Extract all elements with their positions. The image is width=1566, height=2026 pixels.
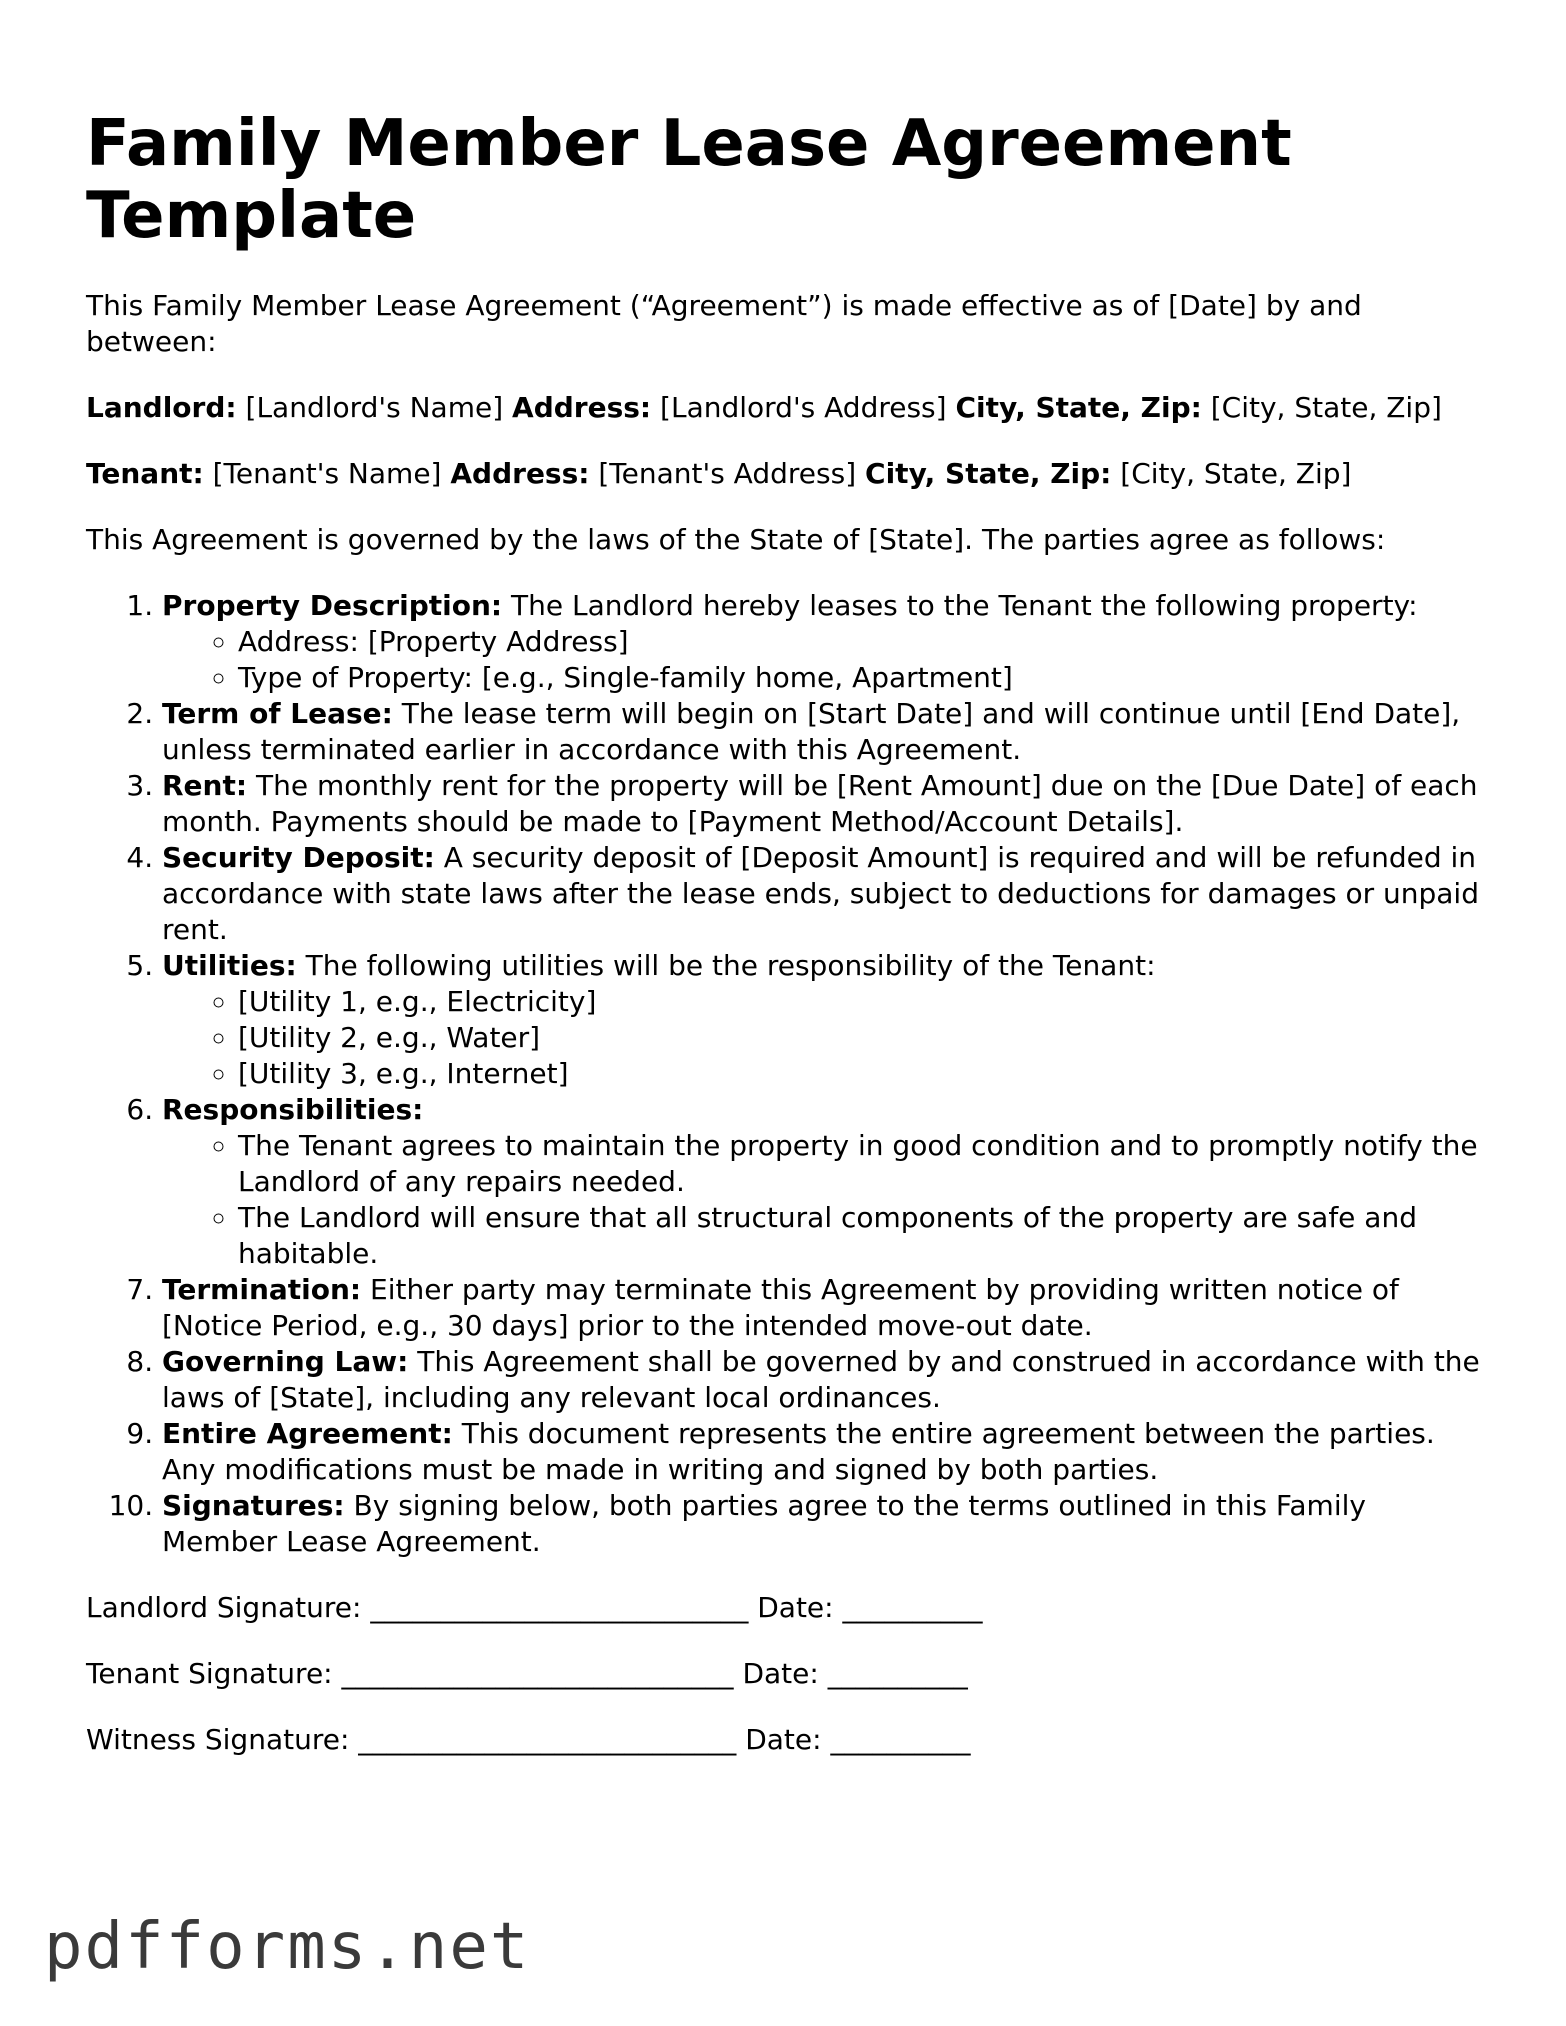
term-label: Security Deposit: <box>162 841 435 874</box>
sublist-item: ◦ [Utility 1, e.g., Electricity] <box>238 984 1486 1020</box>
term-label: Utilities: <box>162 949 297 982</box>
signature-label: Witness Signature: <box>86 1723 350 1756</box>
term-label: Signatures: <box>162 1489 345 1522</box>
tenant-name: [Tenant's Name] <box>212 457 442 490</box>
term-item <box>162 1416 1486 1488</box>
term-sublist <box>162 1128 1486 1272</box>
term-item <box>162 1488 1486 1560</box>
term-item <box>162 1092 1486 1272</box>
intro-paragraph: This Family Member Lease Agreement (“Agreement”) is made effective as of [Date] by and between: <box>86 289 1362 358</box>
landlord-info <box>86 390 1486 426</box>
term-label: Property Description: <box>162 589 503 622</box>
page-title: Family Member Lease Agreement Template <box>86 107 1292 253</box>
term-label: Rent: <box>162 769 248 802</box>
landlord-address: [Landlord's Address] <box>660 391 947 424</box>
landlord-name: [Landlord's Name] <box>245 391 504 424</box>
term-item <box>162 1272 1486 1344</box>
date-field[interactable]: __________ <box>827 1657 968 1690</box>
tenant-signature-line <box>86 1656 1486 1692</box>
term-item <box>162 840 1486 948</box>
tenant-address: [Tenant's Address] <box>598 457 857 490</box>
sublist-item: ◦ The Tenant agrees to maintain the property in good condition and to promptly notify the Landlord of any repairs needed. <box>238 1128 1486 1200</box>
term-label: Governing Law: <box>162 1345 409 1378</box>
sublist-item: ◦ [Utility 3, e.g., Internet] <box>238 1056 1486 1092</box>
witness-signature-line <box>86 1722 1486 1758</box>
term-text: The lease term will begin on [Start Date] and will continue until [End Date], unless terminated earlier in accordance with this Agreement. <box>162 697 1461 766</box>
landlord-signature-line <box>86 1590 1486 1626</box>
term-text: This Agreement shall be governed by and construed in accordance with the laws of [State], including any relevant local ordinances. <box>162 1345 1480 1414</box>
landlord-csz-label: City, State, Zip: <box>955 391 1202 424</box>
term-sublist <box>162 624 1486 696</box>
date-field[interactable]: __________ <box>830 1723 971 1756</box>
term-item <box>162 1344 1486 1416</box>
tenant-label: Tenant: <box>86 457 204 490</box>
signature-field[interactable]: ___________________________ <box>370 1591 749 1624</box>
term-item <box>162 696 1486 768</box>
term-label: Entire Agreement: <box>162 1417 453 1450</box>
landlord-label: Landlord: <box>86 391 237 424</box>
term-text: This document represents the entire agreement between the parties. Any modifications must be made in writing and signed by both parties. <box>162 1417 1435 1486</box>
term-item <box>162 768 1486 840</box>
signature-field[interactable]: ____________________________ <box>341 1657 734 1690</box>
tenant-csz-label: City, State, Zip: <box>865 457 1112 490</box>
term-text: Either party may terminate this Agreement by providing written notice of [Notice Period, e.g., 30 days] prior to the intended move-out date. <box>162 1273 1399 1342</box>
term-text: A security deposit of [Deposit Amount] is required and will be refunded in accordance with state laws after the lease ends, subject to deductions for damages or unpaid rent. <box>162 841 1479 946</box>
date-label: Date: <box>742 1657 819 1690</box>
signature-field[interactable]: ___________________________ <box>358 1723 737 1756</box>
term-text: The Landlord hereby leases to the Tenant the following property: <box>511 589 1418 622</box>
date-field[interactable]: __________ <box>842 1591 983 1624</box>
signature-label: Landlord Signature: <box>86 1591 362 1624</box>
tenant-info <box>86 456 1486 492</box>
term-sublist <box>162 984 1486 1092</box>
date-label: Date: <box>745 1723 822 1756</box>
term-text: The monthly rent for the property will be [Rent Amount] due on the [Due Date] of each month. Payments should be made to [Payment Method/Account Details]. <box>162 769 1478 838</box>
governing-paragraph: This Agreement is governed by the laws of the State of [State]. The parties agree as follows: <box>86 523 1386 556</box>
document-page <box>86 108 1486 1788</box>
tenant-csz: [City, State, Zip] <box>1120 457 1352 490</box>
term-label: Termination: <box>162 1273 362 1306</box>
landlord-address-label: Address: <box>512 391 652 424</box>
tenant-address-label: Address: <box>450 457 590 490</box>
signature-label: Tenant Signature: <box>86 1657 333 1690</box>
sublist-item: ◦ Address: [Property Address] <box>238 624 1486 660</box>
term-text: By signing below, both parties agree to the terms outlined in this Family Member Lease Agreement. <box>162 1489 1366 1558</box>
term-label: Responsibilities: <box>162 1093 424 1126</box>
term-text: The following utilities will be the responsibility of the Tenant: <box>305 949 1156 982</box>
watermark: pdfforms.net <box>44 1910 531 1984</box>
sublist-item: ◦ [Utility 2, e.g., Water] <box>238 1020 1486 1056</box>
date-label: Date: <box>757 1591 834 1624</box>
term-item <box>162 948 1486 1092</box>
term-label: Term of Lease: <box>162 697 393 730</box>
sublist-item: ◦ The Landlord will ensure that all structural components of the property are safe and habitable. <box>238 1200 1486 1272</box>
sublist-item: ◦ Type of Property: [e.g., Single-family home, Apartment] <box>238 660 1486 696</box>
terms-list <box>86 588 1486 1560</box>
landlord-csz: [City, State, Zip] <box>1210 391 1442 424</box>
term-item <box>162 588 1486 696</box>
